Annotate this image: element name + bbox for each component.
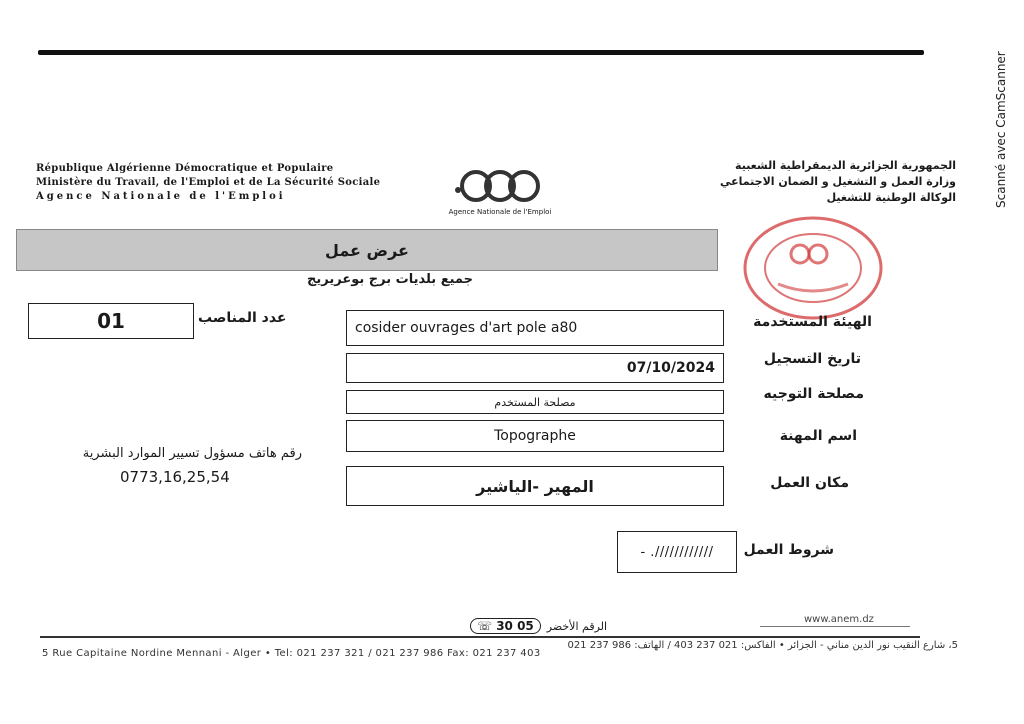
official-stamp-icon [738,212,888,324]
green-number: ☏ 30 05 [470,618,541,634]
job-title-label: اسم المهنة [779,428,857,444]
french-header [36,162,380,204]
posts-count-box [28,303,194,339]
posts-count: 01 [97,309,125,333]
hr-phone-number: 0773,16,25,54 [120,468,230,486]
registration-date-label: تاريخ التسجيل [763,351,861,367]
fr-republic: République Algérienne Démocratique et Populaire [36,163,334,174]
fr-ministry: Ministère du Travail, de l'Emploi et de La Sécurité Sociale [36,177,381,188]
offer-title-banner [16,229,718,271]
employer-field [346,310,724,346]
ar-ministry: وزارة العمل و التشغيل و الضمان الاجتماعي [720,175,956,188]
green-number-value: 30 05 [496,619,534,633]
job-title-field [346,420,724,452]
fr-agency: Agence Nationale de l'Emploi [36,191,286,202]
employer-value: cosider ouvrages d'art pole a80 [355,320,578,336]
orientation-label: مصلحة التوجيه [763,386,864,402]
camscanner-watermark: Scanné avec CamScanner [994,51,1008,208]
bottom-rule [40,636,920,638]
offer-region: جميع بلديات برج بوعريريج [307,272,473,287]
arabic-header [720,158,956,206]
orientation-field [346,390,724,414]
green-number-label: الرقم الأخضر [546,619,608,633]
registration-date-value: 07/10/2024 [626,360,715,376]
employer-label: الهيئة المستخدمة [753,314,872,330]
ar-agency: الوكالة الوطنية للتشغيل [826,191,956,204]
green-number-row [470,618,607,634]
footer-address-arabic: 5، شارع النقيب نور الدين مناني - الجزائر • الفاكس: 021 237 403 / الهاتف: 986 237 021 [567,640,958,651]
workplace-label: مكان العمل [770,475,849,491]
footer-address-french: 5 Rue Capitaine Nordine Mennani - Alger • Tel: 021 237 321 / 021 237 986 Fax: 021 237 403 [42,648,541,659]
ar-republic: الجمهورية الجزائرية الديمقراطية الشعبية [735,159,956,172]
workplace-field [346,466,724,506]
posts-label: عدد المناصب [198,310,287,326]
job-title-value: Topographe [494,428,576,444]
website-rule [760,626,910,627]
hr-phone-label: رقم هاتف مسؤول تسيير الموارد البشرية [82,446,302,461]
offer-title: عرض عمل [325,240,409,260]
conditions-label: شروط العمل [743,542,834,558]
registration-date-field [346,353,724,383]
workplace-value: المهير -الياشير [476,476,594,496]
logo-caption: Agence Nationale de l'Emploi [448,208,552,216]
conditions-box [617,531,737,573]
conditions-value: - .//////////// [640,544,714,560]
top-rule [38,50,924,55]
website-link[interactable]: www.anem.dz [804,614,874,625]
orientation-value: مصلحة المستخدم [494,395,576,409]
